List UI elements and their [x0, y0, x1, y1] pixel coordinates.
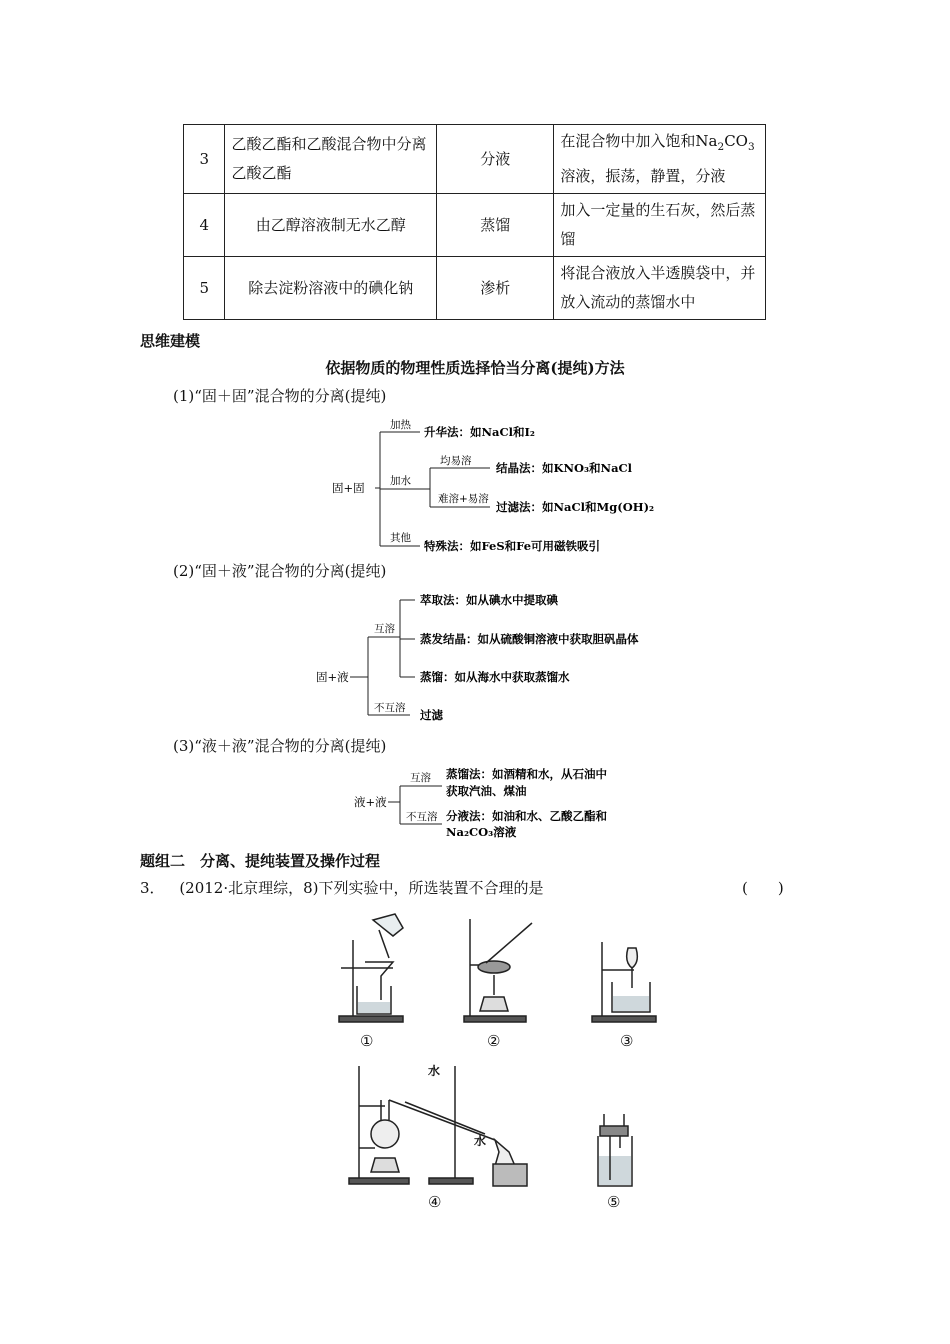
part2-branch-label: 互溶	[374, 623, 395, 635]
part1-branch-label: 均易溶	[440, 455, 472, 467]
part3-branch-text: 蒸馏法：如酒精和水，从石油中	[446, 767, 607, 781]
part3-branch-text: Na₂CO₃溶液	[446, 825, 517, 839]
row-operation: 加入一定量的生石灰，然后蒸馏	[554, 194, 766, 257]
apparatus-label: ①	[360, 1032, 374, 1050]
section-title: 思维建模	[140, 332, 201, 350]
separation-table	[183, 124, 766, 320]
distillation-apparatus	[345, 1060, 545, 1190]
question-number: 3．	[140, 879, 165, 897]
row-method: 蒸馏	[437, 194, 554, 257]
part3-root: 液+液	[354, 795, 387, 809]
part1-branch-label: 加水	[390, 475, 411, 487]
row-method: 分液	[437, 125, 554, 194]
part2-branch-text: 蒸馏：如从海水中获取蒸馏水	[420, 670, 570, 684]
apparatus-label: ③	[620, 1032, 634, 1050]
separatory-funnel-apparatus	[588, 938, 668, 1030]
question-source: (2012·北京理综，8)	[179, 879, 319, 897]
part2-diagram	[310, 585, 690, 725]
part1-root: 固+固	[332, 481, 365, 495]
table-row	[184, 194, 766, 257]
gas-washing-bottle	[590, 1110, 640, 1190]
part3-branch-label: 不互溶	[406, 811, 438, 823]
part1-branch-label: 加热	[390, 419, 411, 431]
part1-branch-text: 过滤法：如NaCl和Mg(OH)₂	[496, 500, 655, 514]
row-method: 渗析	[437, 257, 554, 320]
part2-heading: (2)“固＋液”混合物的分离(提纯)	[173, 562, 387, 580]
part2-branch-text: 蒸发结晶：如从硫酸铜溶液中获取胆矾晶体	[420, 632, 639, 646]
water-in-label: 水	[474, 1134, 487, 1148]
filtration-apparatus	[333, 910, 413, 1030]
apparatus-label: ④	[428, 1193, 442, 1211]
part3-branch-text: 分液法：如油和水、乙酸乙酯和	[446, 809, 607, 823]
part1-branch-label: 难溶+易溶	[438, 493, 489, 505]
evaporation-apparatus	[460, 915, 540, 1030]
table-row	[184, 125, 766, 194]
part1-branch-text: 特殊法：如FeS和Fe可用磁铁吸引	[424, 539, 601, 553]
part1-heading: (1)“固＋固”混合物的分离(提纯)	[173, 387, 387, 405]
part2-root: 固+液	[316, 670, 349, 684]
part2-branch-text: 过滤	[420, 708, 443, 722]
group-title: 题组二 分离、提纯装置及操作过程	[140, 852, 381, 870]
part1-branch-text: 结晶法：如KNO₃和NaCl	[496, 461, 633, 475]
row-goal: 除去淀粉溶液中的碘化钠	[225, 257, 437, 320]
part3-diagram	[350, 762, 670, 842]
apparatus-label: ②	[487, 1032, 501, 1050]
water-out-label: 水	[428, 1064, 441, 1078]
part3-heading: (3)“液＋液”混合物的分离(提纯)	[173, 737, 387, 755]
question-text: 下列实验中，所选装置不合理的是	[318, 879, 544, 897]
row-number: 5	[184, 257, 225, 320]
part1-diagram	[320, 410, 700, 560]
question	[140, 877, 544, 898]
row-goal: 由乙醇溶液制无水乙醇	[225, 194, 437, 257]
row-number: 4	[184, 194, 225, 257]
part1-branch-text: 升华法：如NaCl和I₂	[424, 425, 535, 439]
row-operation: 将混合液放入半透膜袋中，并放入流动的蒸馏水中	[554, 257, 766, 320]
apparatus-label: ⑤	[607, 1193, 621, 1211]
row-goal: 乙酸乙酯和乙酸混合物中分离乙酸乙酯	[225, 125, 437, 194]
part3-branch-label: 互溶	[410, 772, 431, 784]
row-number: 3	[184, 125, 225, 194]
row-operation: 在混合物中加入饱和$Na_2CO_3$溶液，振荡，静置，分液	[554, 125, 766, 194]
answer-bracket: ( )	[742, 879, 784, 897]
part1-branch-label: 其他	[390, 532, 411, 544]
part2-branch-label: 不互溶	[374, 702, 406, 714]
table-row	[184, 257, 766, 320]
part2-branch-text: 萃取法：如从碘水中提取碘	[420, 593, 558, 607]
model-title: 依据物质的物理性质选择恰当分离(提纯)方法	[325, 359, 625, 377]
part3-branch-text: 获取汽油、煤油	[446, 784, 527, 798]
